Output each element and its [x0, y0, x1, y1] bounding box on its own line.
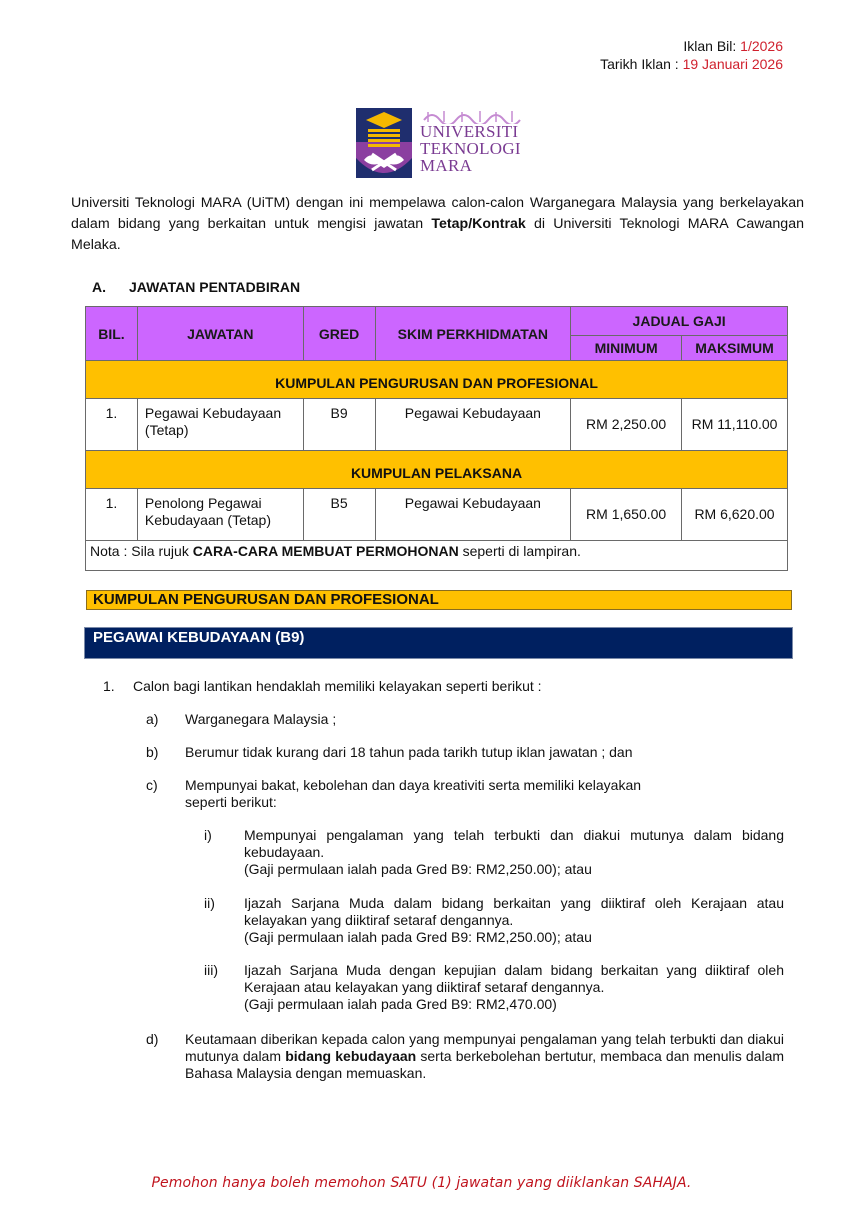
note-suffix: seperti di lampiran.	[458, 543, 581, 559]
item-text	[185, 1031, 784, 1082]
item-label: d)	[146, 1031, 159, 1047]
sub-item-body	[244, 895, 784, 946]
table-note	[86, 541, 788, 571]
logo-line-1: UNIVERSITI	[420, 122, 519, 141]
cell-minimum: RM 2,250.00	[571, 399, 682, 451]
group-row	[86, 361, 788, 399]
sub-item-text: Ijazah Sarjana Muda dalam bidang berkaitan yang diiktiraf oleh Kerajaan atau kelayakan yang diiktiraf setaraf dengannya.	[244, 895, 784, 928]
ad-number-line	[600, 37, 783, 55]
jawatan-line-2: (Tetap)	[144, 422, 189, 438]
sub-item-label: iii)	[204, 962, 218, 978]
requirement-intro-text: Calon bagi lantikan hendaklah memiliki kelayakan seperti berikut :	[133, 678, 542, 694]
cell-skim: Pegawai Kebudayaan	[375, 399, 571, 451]
section-heading	[92, 279, 300, 295]
cell-bil: 1.	[86, 399, 138, 451]
item-text-line-1: Mempunyai bakat, kebolehan dan daya kreativiti serta memiliki kelayakan	[185, 777, 642, 793]
intro-paragraph	[71, 193, 804, 256]
ad-number-label: Iklan Bil:	[683, 38, 741, 54]
jawatan-line-2: Kebudayaan (Tetap)	[144, 512, 271, 528]
col-header-jawatan: JAWATAN	[137, 307, 303, 361]
table-row	[86, 399, 788, 451]
item-text-part-1: Keutamaan diberikan kepada calon yang mempunyai pengalaman yang telah terbukti dan diakui mutunya dalam	[185, 1031, 784, 1064]
sub-item-label: ii)	[204, 895, 215, 911]
cell-maksimum: RM 11,110.00	[682, 399, 788, 451]
col-header-minimum: MINIMUM	[571, 335, 682, 360]
uitm-shield-icon	[356, 108, 412, 178]
note-prefix: Nota : Sila rujuk	[90, 543, 193, 559]
col-header-bil: BIL.	[86, 307, 138, 361]
intro-text-1: Universiti Teknologi MARA (UiTM) dengan ini mempelawa calon-calon Warganegara Malaysia yang berkelayakan dalam bidang yang berkaitan untuk mengisi jawatan	[71, 195, 804, 232]
cell-jawatan	[137, 489, 303, 541]
item-text-line-2: seperti berikut:	[185, 794, 277, 810]
sub-item-body	[244, 827, 784, 878]
item-text: Berumur tidak kurang dari 18 tahun pada tarikh tutup iklan jawatan ; dan	[185, 744, 633, 760]
intro-emphasis: Tetap/Kontrak	[431, 216, 526, 232]
item-text-part-2: serta berkebolehan bertutur, membaca dan menulis dalam Bahasa Malaysia dengan memuaskan.	[185, 1048, 785, 1081]
logo-line-3: MARA	[420, 156, 473, 175]
item-label: a)	[146, 711, 159, 727]
item-label: b)	[146, 744, 159, 760]
advertisement-reference	[600, 37, 783, 73]
col-header-jadual-gaji: JADUAL GAJI	[571, 307, 788, 336]
note-row	[86, 541, 788, 571]
group-name: KUMPULAN PELAKSANA	[86, 451, 788, 489]
sub-item-text: Ijazah Sarjana Muda dengan kepujian dalam bidang berkaitan yang diiktiraf oleh Kerajaan atau kelayakan yang diiktiraf setaraf dengannya.	[244, 962, 784, 995]
cell-gred: B9	[303, 399, 375, 451]
col-header-gred: GRED	[303, 307, 375, 361]
group-row	[86, 451, 788, 489]
ad-date-line	[600, 55, 783, 73]
note-emphasis: CARA-CARA MEMBUAT PERMOHONAN	[192, 543, 459, 559]
university-name	[420, 123, 521, 174]
section-title: JAWATAN PENTADBIRAN	[129, 279, 301, 295]
cell-skim: Pegawai Kebudayaan	[375, 489, 571, 541]
col-header-maksimum: MAKSIMUM	[682, 335, 788, 360]
ad-date-value: 19 Januari 2026	[682, 56, 783, 72]
sub-item-salary: (Gaji permulaan ialah pada Gred B9: RM2,250.00); atau	[244, 861, 592, 877]
sub-item-label: i)	[204, 827, 212, 843]
table-row	[86, 489, 788, 541]
position-banner: PEGAWAI KEBUDAYAAN (B9)	[84, 627, 793, 659]
logo-line-2: TEKNOLOGI	[420, 139, 521, 158]
sub-item-body	[244, 962, 784, 1013]
sub-item-salary: (Gaji permulaan ialah pada Gred B9: RM2,250.00); atau	[244, 929, 592, 945]
item-text: Warganegara Malaysia ;	[185, 711, 337, 727]
group-banner: KUMPULAN PENGURUSAN DAN PROFESIONAL	[86, 590, 792, 610]
cell-gred: B5	[303, 489, 375, 541]
ad-number-value: 1/2026	[740, 38, 783, 54]
footer-note: Pemohon hanya boleh memohon SATU (1) jawatan yang diiklankan SAHAJA.	[151, 1175, 692, 1191]
intro-text-2: di Universiti Teknologi MARA Cawangan Melaka.	[71, 216, 804, 253]
positions-table	[85, 306, 788, 571]
col-header-skim: SKIM PERKHIDMATAN	[375, 307, 571, 361]
uitm-logo	[356, 108, 526, 180]
jawatan-line-1: Pegawai Kebudayaan	[144, 405, 282, 421]
item-emphasis: bidang kebudayaan	[285, 1048, 417, 1064]
group-name: KUMPULAN PENGURUSAN DAN PROFESIONAL	[86, 361, 788, 399]
sub-item-text: Mempunyai pengalaman yang telah terbukti dan diakui mutunya dalam bidang kebudayaan.	[244, 827, 784, 860]
section-letter: A.	[92, 279, 106, 295]
cell-minimum: RM 1,650.00	[571, 489, 682, 541]
ad-date-label: Tarikh Iklan :	[600, 56, 683, 72]
cell-maksimum: RM 6,620.00	[682, 489, 788, 541]
cell-bil: 1.	[86, 489, 138, 541]
sub-item-salary: (Gaji permulaan ialah pada Gred B9: RM2,470.00)	[244, 996, 557, 1012]
cell-jawatan	[137, 399, 303, 451]
item-text	[185, 777, 641, 811]
jawatan-line-1: Penolong Pegawai	[144, 495, 262, 511]
requirement-number: 1.	[103, 678, 115, 694]
item-label: c)	[146, 777, 158, 793]
